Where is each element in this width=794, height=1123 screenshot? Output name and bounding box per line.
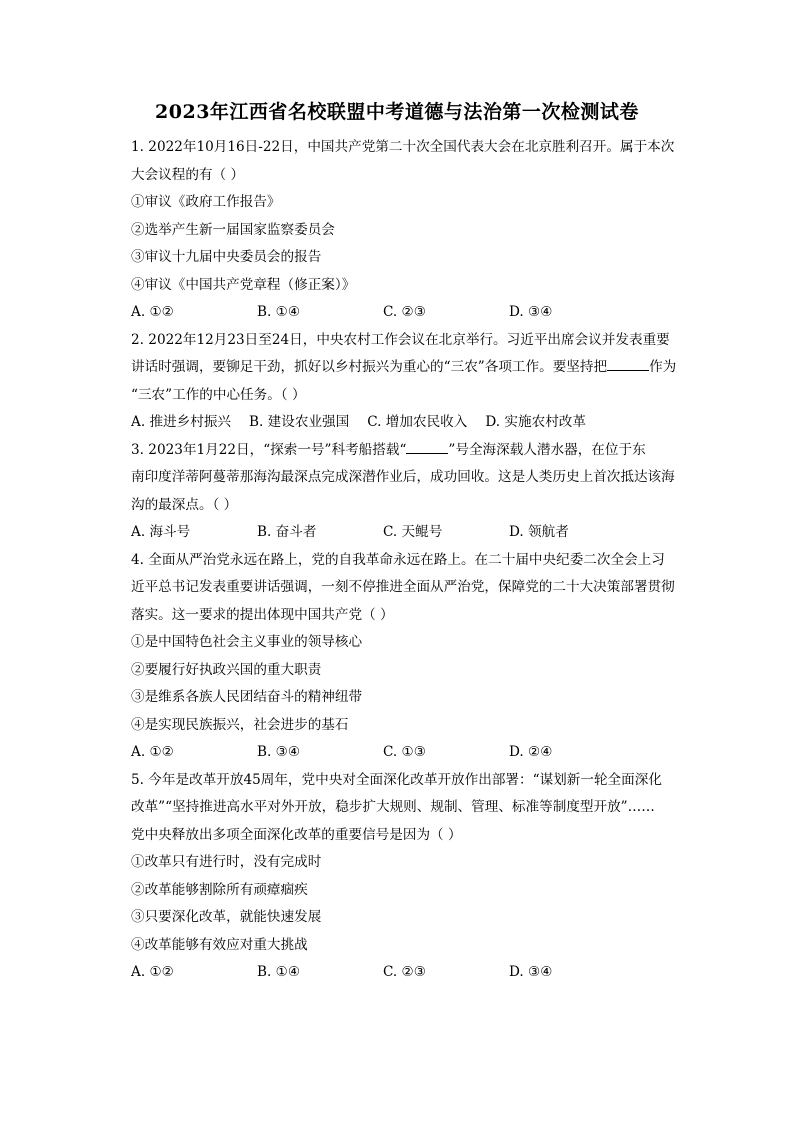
question-2-stem-line-2-text: 讲话时强调，要铆足干劲，抓好以乡村振兴为重心的“三农”各项工作。要坚持把	[131, 359, 608, 375]
option-c: C. ①③	[383, 744, 426, 760]
question-4-item-1: ①是中国特色社会主义事业的领导核心	[131, 634, 363, 650]
answer-blank	[406, 439, 448, 454]
question-3-options	[131, 519, 697, 547]
option-d: D. ②④	[509, 744, 553, 760]
question-1	[131, 134, 697, 327]
question-3-stem-line-2: 南印度洋蒂阿蔓蒂那海沟最深点完成深潜作业后，成功回收。这是人类历史上首次抵达该海	[131, 469, 675, 485]
option-b: B. 建设农业强国	[249, 414, 350, 430]
option-c: C. ②③	[383, 304, 426, 320]
question-1-item-4: ④审议《中国共产党章程（修正案）》	[131, 276, 356, 293]
option-a: A. 海斗号	[131, 524, 191, 540]
question-5-stem-line-1: 5. 今年是改革开放45周年，党中央对全面深化改革开放作出部署：“谋划新一轮全面深化	[131, 771, 662, 788]
option-d: D. 实施农村改革	[485, 414, 586, 430]
question-3-stem-line-1-tail: ”号全海深载人潜水器，在位于东	[448, 441, 646, 458]
question-1-item-2: ②选举产生新一届国家监察委员会	[131, 221, 335, 238]
question-3	[131, 437, 697, 547]
option-a: A. ①②	[131, 964, 174, 980]
question-2-stem-line-3: “三农”工作的中心任务。（ ）	[131, 386, 306, 403]
option-c: C. 天鲲号	[383, 524, 443, 540]
question-3-stem-line-1	[131, 437, 697, 465]
question-1-stem-line-1: 1. 2022年10月16日-22日，中国共产党第二十次全国代表大会在北京胜利召开。属于本次	[131, 139, 675, 155]
option-d: D. ③④	[509, 964, 553, 980]
question-4-stem-line-3: 落实。这一要求的提出体现中国共产党（ ）	[131, 606, 394, 623]
question-4-item-3: ③是维系各族人民团结奋斗的精神纽带	[131, 689, 363, 705]
question-1-stem-line-2: 大会议程的有（ ）	[131, 166, 245, 183]
question-4-item-4: ④是实现民族振兴，社会进步的基石	[131, 716, 349, 733]
question-5-item-2: ②改革能够割除所有顽瘴痼疾	[131, 881, 308, 898]
question-2-stem-line-2-tail: 作为	[649, 359, 677, 375]
question-5-stem-line-2: 改革”“坚持推进高水平对外开放，稳步扩大规则、规制、管理、标准等制度型开放”……	[131, 799, 655, 815]
question-list	[131, 134, 697, 987]
question-5-item-1: ①改革只有进行时，没有完成时	[131, 854, 322, 870]
question-1-item-1: ①审议《政府工作报告》	[131, 194, 281, 210]
option-a: A. ①②	[131, 744, 174, 760]
question-2-stem-line-1: 2. 2022年12月23日至24日，中央农村工作会议在北京举行。习近平出席会议并发表重要	[131, 331, 670, 348]
answer-blank	[607, 356, 649, 371]
question-3-stem-line-3: 沟的最深点。（ ）	[131, 496, 238, 513]
question-1-item-3: ③审议十九届中央委员会的报告	[131, 249, 322, 265]
option-b: B. 奋斗者	[257, 524, 317, 540]
option-c: C. ②③	[383, 964, 426, 980]
option-a: A. ①②	[131, 304, 174, 320]
question-4-options	[131, 739, 697, 767]
question-4-item-2: ②要履行好执政兴国的重大职责	[131, 661, 322, 678]
option-a: A. 推进乡村振兴	[131, 414, 232, 430]
question-2-stem-line-2	[131, 354, 697, 382]
question-5-stem-line-3: 党中央释放出多项全面深化改革的重要信号是因为（ ）	[131, 826, 462, 843]
exam-title: 2023年江西省名校联盟中考道德与法治第一次检测试卷	[155, 101, 639, 123]
question-5	[131, 767, 697, 987]
question-2	[131, 327, 697, 437]
option-b: B. ①④	[257, 304, 301, 320]
question-4	[131, 547, 697, 767]
option-c: C. 增加农民收入	[367, 414, 468, 430]
option-b: B. ③④	[257, 744, 301, 760]
question-3-stem-line-1-text: 3. 2023年1月22日，“探索一号”科考船搭载“	[131, 441, 407, 458]
question-2-options	[131, 409, 697, 437]
question-1-options	[131, 299, 697, 327]
question-4-stem-line-1: 4. 全面从严治党永远在路上，党的自我革命永远在路上。在二十届中央纪委二次全会上习	[131, 551, 665, 568]
option-b: B. ①④	[257, 964, 301, 980]
option-d: D. ③④	[509, 304, 553, 320]
option-d: D. 领航者	[509, 524, 569, 540]
question-5-options	[131, 959, 697, 987]
question-5-item-3: ③只要深化改革，就能快速发展	[131, 909, 322, 925]
question-5-item-4: ④改革能够有效应对重大挑战	[131, 936, 308, 953]
question-4-stem-line-2: 近平总书记发表重要讲话强调，一刻不停推进全面从严治党，保障党的二十大决策部署贯彻	[131, 579, 675, 595]
